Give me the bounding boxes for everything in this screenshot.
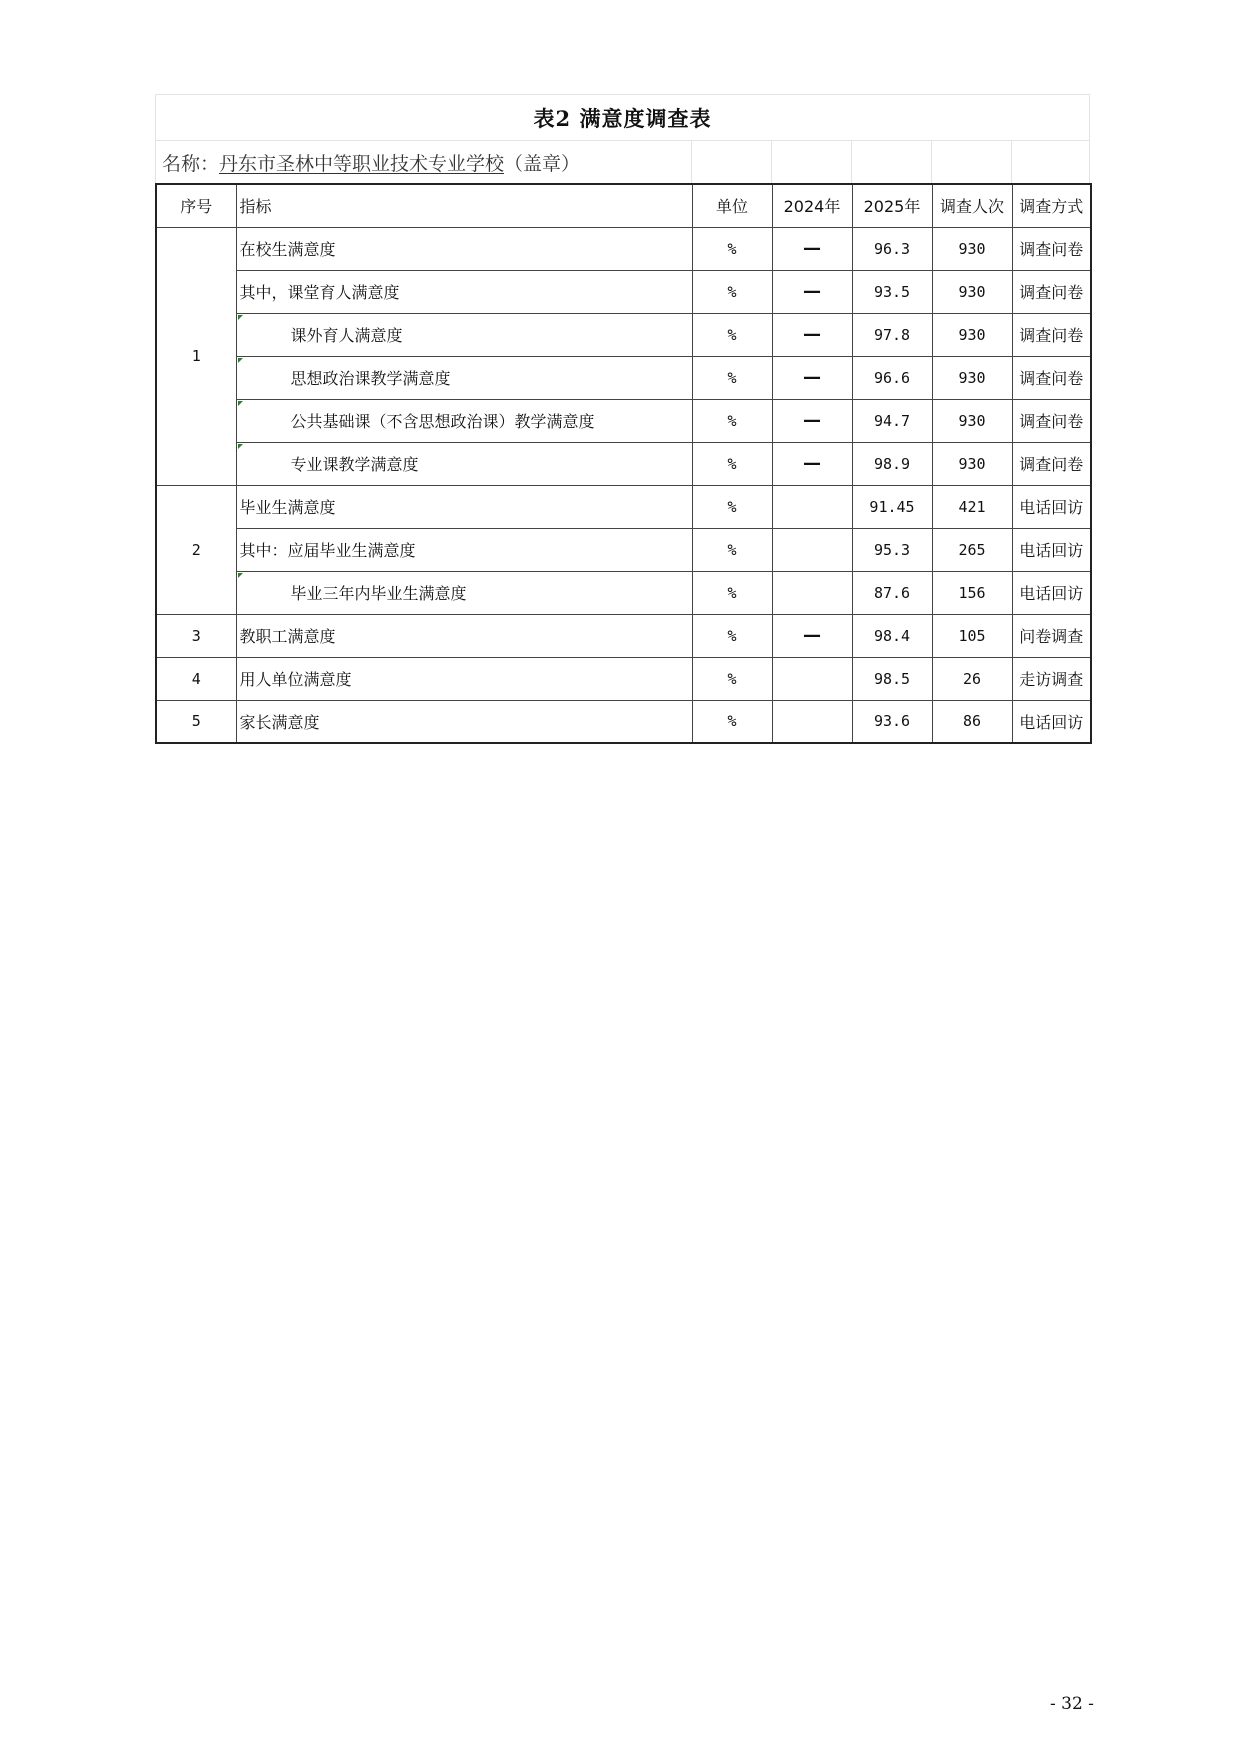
count-cell: 26 xyxy=(932,657,1012,700)
year2024-cell xyxy=(772,485,852,528)
unit-cell: % xyxy=(692,270,772,313)
header-cell: 调查人次 xyxy=(932,184,1012,227)
header-row xyxy=(156,184,1091,227)
blank-cell xyxy=(931,141,1011,183)
table-row xyxy=(156,227,1091,270)
count-cell: 930 xyxy=(932,313,1012,356)
year2024-cell: — xyxy=(772,227,852,270)
header-cell: 指标 xyxy=(236,184,692,227)
seal-note: （盖章） xyxy=(504,152,581,175)
method-cell: 调查问卷 xyxy=(1012,270,1091,313)
unit-cell: % xyxy=(692,227,772,270)
group-number: 5 xyxy=(156,700,236,743)
blank-cell xyxy=(851,141,931,183)
year2025-cell: 91.45 xyxy=(852,485,932,528)
unit-cell: % xyxy=(692,614,772,657)
indicator-cell: 教职工满意度 xyxy=(236,614,692,657)
unit-cell: % xyxy=(692,442,772,485)
unit-cell: % xyxy=(692,571,772,614)
header-cell: 2024年 xyxy=(772,184,852,227)
year2024-cell: — xyxy=(772,442,852,485)
year2024-cell: — xyxy=(772,313,852,356)
year2025-cell: 96.6 xyxy=(852,356,932,399)
year2025-cell: 98.9 xyxy=(852,442,932,485)
method-cell: 电话回访 xyxy=(1012,485,1091,528)
table-row xyxy=(156,356,1091,399)
name-label: 名称： xyxy=(162,152,220,175)
header-cell: 序号 xyxy=(156,184,236,227)
unit-cell: % xyxy=(692,528,772,571)
unit-cell: % xyxy=(692,657,772,700)
year2024-cell xyxy=(772,571,852,614)
page-number: - 32 - xyxy=(1050,1694,1094,1714)
method-cell: 调查问卷 xyxy=(1012,442,1091,485)
year2025-cell: 98.5 xyxy=(852,657,932,700)
method-cell: 走访调查 xyxy=(1012,657,1091,700)
table-row xyxy=(156,657,1091,700)
count-cell: 930 xyxy=(932,270,1012,313)
indicator-cell: 毕业三年内毕业生满意度 xyxy=(236,571,692,614)
group-number: 1 xyxy=(156,227,236,485)
count-cell: 930 xyxy=(932,442,1012,485)
header-cell: 2025年 xyxy=(852,184,932,227)
indicator-cell: 毕业生满意度 xyxy=(236,485,692,528)
table-row xyxy=(156,442,1091,485)
method-cell: 调查问卷 xyxy=(1012,399,1091,442)
count-cell: 930 xyxy=(932,356,1012,399)
count-cell: 265 xyxy=(932,528,1012,571)
indicator-cell: 公共基础课（不含思想政治课）教学满意度 xyxy=(236,399,692,442)
method-cell: 电话回访 xyxy=(1012,571,1091,614)
table-row xyxy=(156,528,1091,571)
satisfaction-table xyxy=(155,183,1092,744)
table-row xyxy=(156,313,1091,356)
year2024-cell xyxy=(772,700,852,743)
blank-cell xyxy=(771,141,851,183)
unit-cell: % xyxy=(692,700,772,743)
year2024-cell: — xyxy=(772,399,852,442)
satisfaction-sheet xyxy=(155,94,1090,744)
year2024-cell xyxy=(772,528,852,571)
header-cell: 单位 xyxy=(692,184,772,227)
year2025-cell: 95.3 xyxy=(852,528,932,571)
year2025-cell: 96.3 xyxy=(852,227,932,270)
count-cell: 105 xyxy=(932,614,1012,657)
count-cell: 156 xyxy=(932,571,1012,614)
group-number: 2 xyxy=(156,485,236,614)
year2024-cell: — xyxy=(772,614,852,657)
method-cell: 调查问卷 xyxy=(1012,313,1091,356)
table-row xyxy=(156,399,1091,442)
header-cell: 调查方式 xyxy=(1012,184,1091,227)
indicator-cell: 在校生满意度 xyxy=(236,227,692,270)
indicator-cell: 专业课教学满意度 xyxy=(236,442,692,485)
table-row xyxy=(156,485,1091,528)
table-title: 表2 满意度调查表 xyxy=(155,94,1090,140)
table-row xyxy=(156,614,1091,657)
indicator-cell: 思想政治课教学满意度 xyxy=(236,356,692,399)
unit-cell: % xyxy=(692,399,772,442)
group-number: 3 xyxy=(156,614,236,657)
table-row xyxy=(156,270,1091,313)
count-cell: 86 xyxy=(932,700,1012,743)
year2024-cell: — xyxy=(772,356,852,399)
school-name-row xyxy=(155,140,1090,183)
group-number: 4 xyxy=(156,657,236,700)
year2025-cell: 87.6 xyxy=(852,571,932,614)
year2025-cell: 93.5 xyxy=(852,270,932,313)
school-name-cell xyxy=(155,141,691,183)
table-row xyxy=(156,700,1091,743)
year2024-cell: — xyxy=(772,270,852,313)
indicator-cell: 课外育人满意度 xyxy=(236,313,692,356)
blank-cell xyxy=(691,141,771,183)
blank-cell xyxy=(1011,141,1090,183)
table-row xyxy=(156,571,1091,614)
indicator-cell: 其中，课堂育人满意度 xyxy=(236,270,692,313)
year2025-cell: 94.7 xyxy=(852,399,932,442)
method-cell: 电话回访 xyxy=(1012,528,1091,571)
year2025-cell: 93.6 xyxy=(852,700,932,743)
unit-cell: % xyxy=(692,485,772,528)
method-cell: 调查问卷 xyxy=(1012,356,1091,399)
indicator-cell: 家长满意度 xyxy=(236,700,692,743)
count-cell: 930 xyxy=(932,227,1012,270)
indicator-cell: 用人单位满意度 xyxy=(236,657,692,700)
year2024-cell xyxy=(772,657,852,700)
method-cell: 电话回访 xyxy=(1012,700,1091,743)
method-cell: 调查问卷 xyxy=(1012,227,1091,270)
year2025-cell: 98.4 xyxy=(852,614,932,657)
year2025-cell: 97.8 xyxy=(852,313,932,356)
method-cell: 问卷调查 xyxy=(1012,614,1091,657)
school-name: 丹东市圣林中等职业技术专业学校 xyxy=(219,152,505,175)
unit-cell: % xyxy=(692,313,772,356)
count-cell: 421 xyxy=(932,485,1012,528)
unit-cell: % xyxy=(692,356,772,399)
count-cell: 930 xyxy=(932,399,1012,442)
indicator-cell: 其中：应届毕业生满意度 xyxy=(236,528,692,571)
